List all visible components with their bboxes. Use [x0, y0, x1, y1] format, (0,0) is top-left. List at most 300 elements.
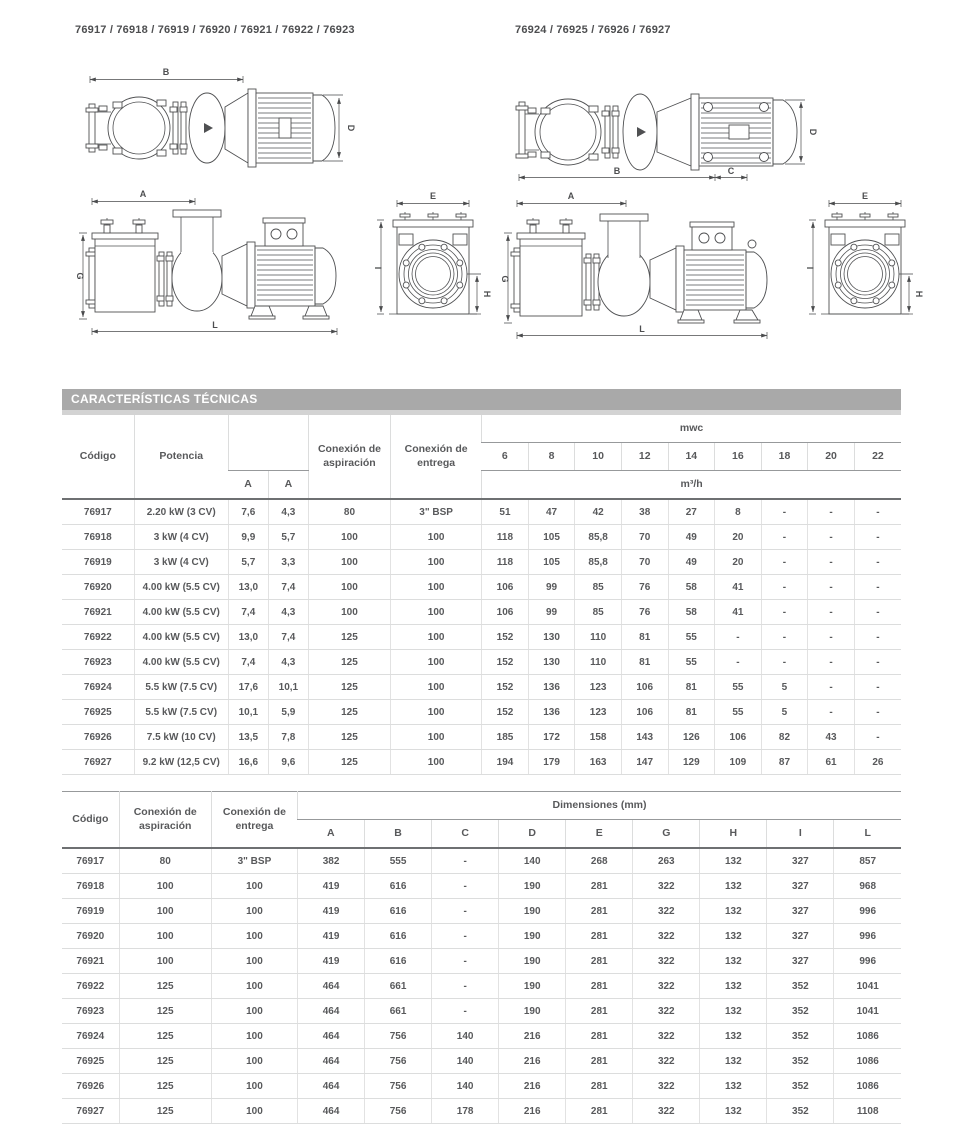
dim-label-a: A	[139, 189, 147, 199]
cell: 76919	[62, 550, 134, 575]
cell: -	[854, 650, 901, 675]
cell: 49	[668, 525, 715, 550]
characteristics-table	[62, 415, 901, 775]
cell: 152	[482, 675, 529, 700]
table-row	[62, 999, 901, 1024]
cell: 281	[566, 1024, 633, 1049]
col-header-mwc: mwc	[482, 415, 901, 443]
col-header-codigo: Código	[62, 792, 119, 849]
cell: 76	[621, 600, 668, 625]
cell: 172	[528, 725, 575, 750]
cell: 61	[808, 750, 855, 775]
cell: 100	[211, 974, 297, 999]
pump-side-view-diagram	[75, 190, 377, 340]
cell: 87	[761, 750, 808, 775]
cell: 106	[621, 700, 668, 725]
cell: 132	[700, 1024, 767, 1049]
cell: 125	[308, 700, 390, 725]
dim-label-e: E	[861, 191, 869, 201]
cell: 5.5 kW (7.5 CV)	[134, 675, 228, 700]
dim-label-d: D	[346, 124, 356, 132]
cell: 100	[211, 924, 297, 949]
cell: 100	[391, 625, 482, 650]
mwc-col-6: 6	[482, 443, 529, 471]
cell: 136	[528, 675, 575, 700]
cell: 51	[482, 499, 529, 525]
table-row	[62, 575, 901, 600]
cell: 2.20 kW (3 CV)	[134, 499, 228, 525]
cell: 100	[119, 924, 211, 949]
cell: 616	[365, 924, 432, 949]
dim-h	[899, 274, 924, 314]
cell: 158	[575, 725, 622, 750]
cell: 118	[482, 550, 529, 575]
motor	[691, 94, 773, 170]
strainer-box	[517, 218, 585, 316]
cell: -	[432, 899, 499, 924]
cell: 857	[834, 848, 901, 874]
cell: 5,7	[268, 525, 308, 550]
cell: 76918	[62, 525, 134, 550]
cell: 756	[365, 1099, 432, 1124]
cell: -	[808, 650, 855, 675]
cell: 185	[482, 725, 529, 750]
cell: 322	[633, 1049, 700, 1074]
cell: 419	[298, 924, 365, 949]
cell: 132	[700, 848, 767, 874]
cell: 100	[308, 525, 390, 550]
cell: 100	[211, 999, 297, 1024]
table-row	[62, 974, 901, 999]
cell: 70	[621, 550, 668, 575]
cell: 281	[566, 924, 633, 949]
dim-label-g: G	[75, 272, 85, 280]
cell: 100	[211, 1074, 297, 1099]
dim-col-l: L	[834, 820, 901, 849]
cell: 55	[668, 650, 715, 675]
dim-label-i: I	[805, 266, 815, 270]
cell: 130	[528, 650, 575, 675]
dim-e	[397, 191, 469, 207]
cell: -	[808, 525, 855, 550]
cell: 76921	[62, 949, 119, 974]
cell: 190	[499, 974, 566, 999]
dim-c	[715, 166, 747, 181]
cell: 190	[499, 874, 566, 899]
cell: 76923	[62, 999, 119, 1024]
dimensions-section	[62, 791, 901, 1124]
dim-h	[467, 274, 492, 314]
cell: 1041	[834, 974, 901, 999]
cell: -	[808, 575, 855, 600]
diffuser	[222, 244, 247, 306]
cell: 125	[119, 1024, 211, 1049]
cell: 125	[119, 1074, 211, 1099]
right-group-codes-title: 76924 / 76925 / 76926 / 76927	[515, 24, 671, 36]
cell: 41	[715, 575, 762, 600]
cell: 281	[566, 899, 633, 924]
cell: 322	[633, 874, 700, 899]
cell: 76925	[62, 1049, 119, 1074]
cell: 110	[575, 650, 622, 675]
table-row	[62, 625, 901, 650]
cell: 190	[499, 949, 566, 974]
cell: 125	[308, 625, 390, 650]
cell: -	[432, 924, 499, 949]
dim-l	[92, 320, 337, 335]
dim-label-b: B	[613, 166, 621, 176]
cell: 55	[715, 675, 762, 700]
cell: 190	[499, 999, 566, 1024]
mwc-col-16: 16	[715, 443, 762, 471]
cell: 126	[668, 725, 715, 750]
cell: 125	[308, 750, 390, 775]
mwc-col-22: 22	[854, 443, 901, 471]
col-header-aspiracion: Conexión de aspiración	[119, 792, 211, 849]
dim-label-b: B	[162, 67, 170, 77]
dim-col-e: E	[566, 820, 633, 849]
cell: 76924	[62, 1024, 119, 1049]
pump-flange-view-diagram	[805, 191, 924, 337]
table-row	[62, 1024, 901, 1049]
cell: 322	[633, 949, 700, 974]
cell: 5	[761, 675, 808, 700]
cell: 27	[668, 499, 715, 525]
cell: 100	[119, 899, 211, 924]
cell: 47	[528, 499, 575, 525]
cell: 322	[633, 1024, 700, 1049]
cell: 4,3	[268, 499, 308, 525]
cell: 100	[391, 550, 482, 575]
cell: 80	[308, 499, 390, 525]
cell: 42	[575, 499, 622, 525]
cell: 76923	[62, 650, 134, 675]
cell: 464	[298, 1074, 365, 1099]
cell: 125	[119, 974, 211, 999]
cell: -	[761, 600, 808, 625]
table-row	[62, 525, 901, 550]
cell: -	[432, 999, 499, 1024]
cell: -	[432, 848, 499, 874]
cell: 281	[566, 1099, 633, 1124]
cell: 996	[834, 924, 901, 949]
col-header-codigo: Código	[62, 415, 134, 499]
cell: 123	[575, 675, 622, 700]
cell: 129	[668, 750, 715, 775]
cell: 464	[298, 1099, 365, 1124]
cell: 143	[621, 725, 668, 750]
cell: 132	[700, 1049, 767, 1074]
cell: 100	[391, 700, 482, 725]
dim-l	[517, 324, 767, 339]
col-header-potencia: Potencia	[134, 415, 228, 499]
cell: 281	[566, 949, 633, 974]
cell: 4,3	[268, 600, 308, 625]
table-row	[62, 675, 901, 700]
cell: 616	[365, 899, 432, 924]
cell: 81	[668, 675, 715, 700]
dim-col-h: H	[700, 820, 767, 849]
cell: 4.00 kW (5.5 CV)	[134, 575, 228, 600]
cell: 3,3	[268, 550, 308, 575]
dim-g	[75, 233, 87, 319]
strainer-basket	[535, 99, 601, 165]
cell: 216	[499, 1024, 566, 1049]
cell: 216	[499, 1074, 566, 1099]
dim-e	[829, 191, 901, 207]
cell: 76925	[62, 700, 134, 725]
cell: 419	[298, 874, 365, 899]
cell: 100	[391, 725, 482, 750]
cell: 5	[761, 700, 808, 725]
cell: 268	[566, 848, 633, 874]
cell: 7,4	[268, 625, 308, 650]
cell: 100	[308, 600, 390, 625]
cell: 99	[528, 600, 575, 625]
cell: 123	[575, 700, 622, 725]
section-title-bar: CARACTERÍSTICAS TÉCNICAS	[62, 389, 901, 410]
cell: 140	[499, 848, 566, 874]
cell: 76924	[62, 675, 134, 700]
cell: 9.2 kW (12,5 CV)	[134, 750, 228, 775]
cell: 125	[119, 1099, 211, 1124]
strainer-box	[92, 218, 158, 312]
cell: 190	[499, 924, 566, 949]
cell: 327	[767, 899, 834, 924]
cell: 81	[621, 650, 668, 675]
cell: 76926	[62, 1074, 119, 1099]
cell: 464	[298, 1024, 365, 1049]
cell: -	[761, 650, 808, 675]
flange-stack	[157, 252, 173, 306]
pump-top-view-diagram	[75, 62, 365, 190]
end-cap	[313, 95, 335, 161]
dim-a	[517, 191, 626, 207]
col-header-amperes-blank	[228, 415, 308, 471]
cell: 352	[767, 1049, 834, 1074]
cell: 152	[482, 650, 529, 675]
end-cap	[746, 252, 767, 308]
diffuser	[657, 98, 691, 166]
cell: 76	[621, 575, 668, 600]
pump-flange-view-diagram	[373, 191, 492, 337]
cell: 9,6	[268, 750, 308, 775]
cell: 132	[700, 874, 767, 899]
cell: 281	[566, 1049, 633, 1074]
cell: 7,6	[228, 499, 268, 525]
cell: 118	[482, 525, 529, 550]
cell: 76921	[62, 600, 134, 625]
cell: 132	[700, 949, 767, 974]
dim-a	[92, 189, 195, 205]
cell: 9,9	[228, 525, 268, 550]
cell: 76926	[62, 725, 134, 750]
cell: 3 kW (4 CV)	[134, 550, 228, 575]
cell: 106	[715, 725, 762, 750]
cell: 8	[715, 499, 762, 525]
dim-label-l: L	[639, 324, 645, 334]
table-row	[62, 848, 901, 874]
col-header-m3h: m³/h	[482, 471, 901, 500]
cell: 13,0	[228, 575, 268, 600]
cell: 99	[528, 575, 575, 600]
cell: 464	[298, 1049, 365, 1074]
cell: 327	[767, 874, 834, 899]
cell: -	[854, 675, 901, 700]
dim-b	[519, 166, 715, 181]
dim-i	[373, 220, 384, 314]
cell: 322	[633, 899, 700, 924]
suction-flange	[86, 104, 111, 152]
cell: 125	[308, 725, 390, 750]
table-row	[62, 949, 901, 974]
cell: 100	[308, 575, 390, 600]
cell: 85,8	[575, 550, 622, 575]
cell: 327	[767, 848, 834, 874]
cell: 216	[499, 1049, 566, 1074]
cell: 555	[365, 848, 432, 874]
cell: 7.5 kW (10 CV)	[134, 725, 228, 750]
cell: -	[432, 974, 499, 999]
cell: 10,1	[228, 700, 268, 725]
table-row	[62, 499, 901, 525]
dim-col-b: B	[365, 820, 432, 849]
table-row	[62, 725, 901, 750]
col-header-entrega: Conexión de entrega	[211, 792, 297, 849]
cell: -	[854, 575, 901, 600]
cell: 55	[715, 700, 762, 725]
cell: 100	[211, 949, 297, 974]
volute-and-discharge	[172, 210, 222, 311]
cell: -	[808, 700, 855, 725]
flange-stack	[170, 102, 187, 154]
diffuser	[225, 93, 248, 163]
cell: 419	[298, 899, 365, 924]
cell: -	[854, 600, 901, 625]
cell: 76927	[62, 1099, 119, 1124]
table-row	[62, 650, 901, 675]
table-row	[62, 600, 901, 625]
dim-label-l: L	[212, 320, 218, 330]
cell: 76920	[62, 575, 134, 600]
cell: 216	[499, 1099, 566, 1124]
cell: 419	[298, 949, 365, 974]
cell: -	[854, 625, 901, 650]
left-group-codes-title: 76917 / 76918 / 76919 / 76920 / 76921 / 76922 / 76923	[75, 24, 355, 36]
cell: -	[761, 525, 808, 550]
dim-label-h: H	[914, 290, 924, 298]
cell: 322	[633, 1074, 700, 1099]
cell: 4.00 kW (5.5 CV)	[134, 600, 228, 625]
cell: 756	[365, 1074, 432, 1099]
col-header-dimensiones: Dimensiones (mm)	[298, 792, 901, 820]
cell: 13,0	[228, 625, 268, 650]
table-row	[62, 874, 901, 899]
cell: -	[854, 525, 901, 550]
cell: -	[854, 725, 901, 750]
cell: -	[715, 650, 762, 675]
cell: 756	[365, 1024, 432, 1049]
cell: 105	[528, 525, 575, 550]
cell: 7,4	[268, 575, 308, 600]
diffuser	[650, 248, 676, 310]
cell: -	[432, 949, 499, 974]
dim-label-g: G	[500, 275, 510, 283]
cell: 26	[854, 750, 901, 775]
table-row	[62, 550, 901, 575]
dim-col-i: I	[767, 820, 834, 849]
cell: 85,8	[575, 525, 622, 550]
cell: 7,8	[268, 725, 308, 750]
cell: 322	[633, 999, 700, 1024]
table-row	[62, 1049, 901, 1074]
motor	[248, 89, 313, 167]
cell: 464	[298, 999, 365, 1024]
volute	[189, 93, 225, 163]
dimensions-table	[62, 791, 901, 1124]
cell: -	[808, 499, 855, 525]
pump-side-view-diagram	[500, 192, 800, 342]
cell: 100	[391, 650, 482, 675]
dim-label-a: A	[567, 191, 575, 201]
dimensions-table-body	[62, 848, 901, 1124]
mwc-col-10: 10	[575, 443, 622, 471]
cell: 49	[668, 550, 715, 575]
cell: 76927	[62, 750, 134, 775]
cell: 140	[432, 1049, 499, 1074]
cell: 105	[528, 550, 575, 575]
cell: -	[432, 874, 499, 899]
cell: 106	[482, 600, 529, 625]
dim-b	[90, 67, 243, 83]
cell: 281	[566, 1074, 633, 1099]
cell: 996	[834, 949, 901, 974]
flange-circle	[399, 240, 467, 308]
strainer-basket	[108, 97, 170, 159]
cell: 100	[211, 1024, 297, 1049]
col-header-amp1: A	[228, 471, 268, 500]
cell: 132	[700, 974, 767, 999]
cell: 125	[119, 999, 211, 1024]
dim-label-d: D	[808, 128, 818, 136]
dim-col-a: A	[298, 820, 365, 849]
cell: 178	[432, 1099, 499, 1124]
cell: 76919	[62, 899, 119, 924]
cell: 179	[528, 750, 575, 775]
cell: 125	[119, 1049, 211, 1074]
volute-and-discharge	[598, 214, 650, 316]
dim-col-c: C	[432, 820, 499, 849]
cell: 4.00 kW (5.5 CV)	[134, 625, 228, 650]
mwc-col-8: 8	[528, 443, 575, 471]
cell: 100	[391, 525, 482, 550]
mwc-col-14: 14	[668, 443, 715, 471]
dim-i	[805, 220, 816, 314]
cell: 132	[700, 924, 767, 949]
cell: 1041	[834, 999, 901, 1024]
cell: 85	[575, 600, 622, 625]
cell: 55	[668, 625, 715, 650]
dim-col-g: G	[633, 820, 700, 849]
cell: -	[808, 675, 855, 700]
cell: 464	[298, 974, 365, 999]
cell: 140	[432, 1074, 499, 1099]
cell: 4,3	[268, 650, 308, 675]
cell: 100	[391, 600, 482, 625]
cell: -	[808, 600, 855, 625]
table-row	[62, 1074, 901, 1099]
cell: -	[854, 700, 901, 725]
